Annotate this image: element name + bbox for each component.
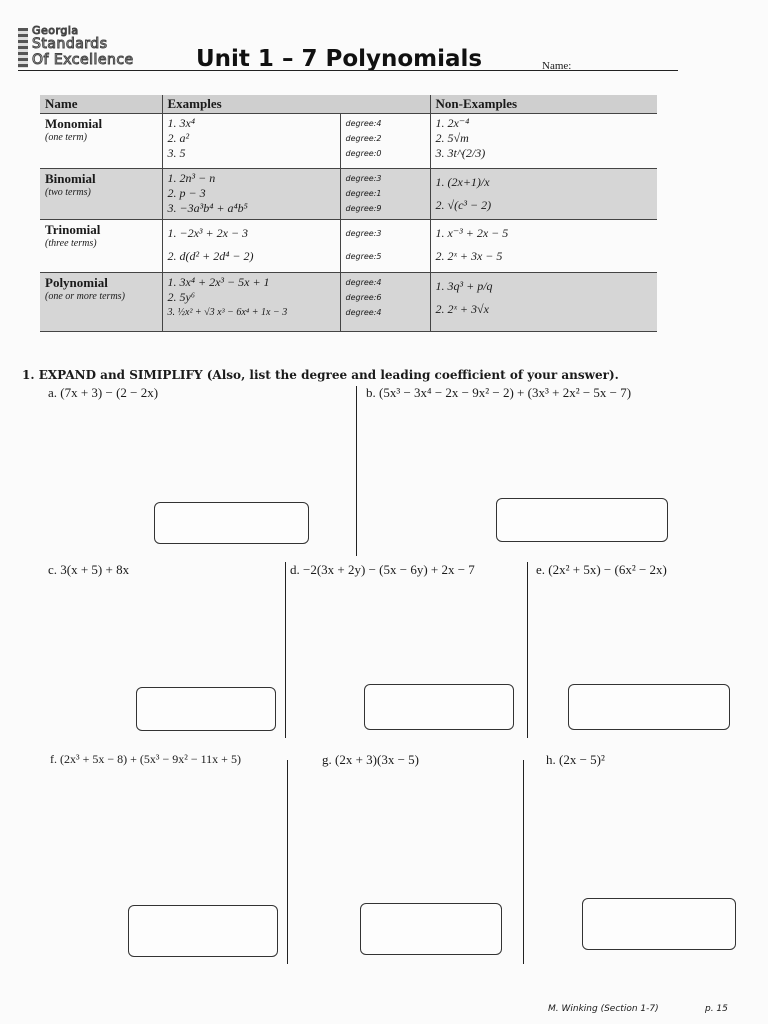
degree-label: degree:4 [345, 119, 382, 128]
degree-label: degree:3 [345, 174, 382, 183]
degree-label: degree:0 [345, 149, 382, 158]
answer-box-e[interactable] [568, 684, 730, 730]
example-item: 1. 2n³ − n [167, 171, 216, 185]
logo-line-1: Georgia [32, 24, 79, 37]
page-title: Unit 1 – 7 Polynomials [196, 46, 483, 72]
problem-f: f. (2x³ + 5x − 8) + (5x³ − 9x² − 11x + 5) [50, 752, 241, 766]
term-name: Binomial [45, 171, 96, 186]
term-subtitle: (one term) [45, 132, 87, 143]
non-example-item: 3. 3t^(2/3) [435, 146, 486, 160]
divider-line [285, 562, 286, 738]
degree-label: degree:3 [345, 229, 382, 238]
term-subtitle: (three terms) [45, 238, 97, 249]
degree-label: degree:1 [345, 189, 382, 198]
degree-label: degree:6 [345, 293, 382, 302]
non-example-item: 1. 2x⁻⁴ [435, 116, 470, 130]
example-item: 2. 5y⁶ [167, 290, 195, 304]
polynomial-types-table [40, 95, 657, 332]
header-examples: Examples [162, 95, 430, 114]
table-row-binomial [40, 169, 657, 220]
term-subtitle: (one or more terms) [45, 291, 125, 302]
header-non-examples: Non-Examples [430, 95, 657, 114]
degree-label: degree:5 [345, 252, 382, 261]
example-item: 2. p − 3 [167, 186, 206, 200]
header-name: Name [40, 95, 162, 114]
problem-b: b. (5x³ − 3x⁴ − 2x − 9x² − 2) + (3x³ + 2x² − 5x − 7) [366, 385, 632, 400]
problem-g: g. (2x + 3)(3x − 5) [322, 752, 419, 767]
answer-box-d[interactable] [364, 684, 514, 730]
divider-line [523, 760, 524, 964]
table-row-polynomial [40, 273, 657, 332]
section-1-heading: 1. EXPAND and SIMIPLIFY (Also, list the degree and leading coefficient of your answer). [22, 368, 619, 382]
degree-label: degree:4 [345, 308, 382, 317]
non-example-item: 2. 2ˣ + 3√x [435, 302, 489, 316]
answer-box-b[interactable] [496, 498, 668, 542]
header-rule [18, 70, 678, 71]
example-item: 3. 5 [167, 146, 186, 160]
footer-page-number: p. 15 [705, 1004, 728, 1014]
non-example-item: 2. 5√m [435, 131, 469, 145]
table-row-trinomial [40, 220, 657, 273]
problem-h: h. (2x − 5)² [546, 752, 605, 767]
logo-line-2: Standards [32, 36, 108, 52]
answer-box-f[interactable] [128, 905, 278, 957]
non-example-item: 1. (2x+1)/x [435, 175, 490, 189]
term-name: Polynomial [45, 275, 108, 290]
non-example-item: 1. 3q³ + p/q [435, 279, 493, 293]
logo-bar-icon [18, 28, 28, 68]
answer-box-h[interactable] [582, 898, 736, 950]
term-name: Trinomial [45, 222, 101, 237]
answer-box-c[interactable] [136, 687, 276, 731]
non-example-item: 2. 2ˣ + 3x − 5 [435, 249, 503, 263]
table-header-row [40, 95, 657, 114]
georgia-standards-logo [18, 24, 158, 70]
example-item: 3. ½x² + √3 x³ − 6x⁴ + 1x − 3 [167, 307, 288, 318]
degree-label: degree:2 [345, 134, 382, 143]
table-row-monomial [40, 114, 657, 169]
example-item: 1. 3x⁴ [167, 116, 195, 130]
example-item: 1. −2x³ + 2x − 3 [167, 226, 249, 240]
divider-line [527, 562, 528, 738]
divider-line [356, 386, 357, 556]
term-name: Monomial [45, 116, 103, 131]
logo-line-3: Of Excellence [32, 52, 134, 68]
name-label: Name: [542, 60, 572, 72]
problem-a: a. (7x + 3) − (2 − 2x) [48, 385, 159, 400]
example-item: 2. d(d² + 2d⁴ − 2) [167, 249, 254, 263]
non-example-item: 2. √(c³ − 2) [435, 198, 492, 212]
divider-line [287, 760, 288, 964]
term-subtitle: (two terms) [45, 187, 91, 198]
example-item: 1. 3x⁴ + 2x³ − 5x + 1 [167, 275, 270, 289]
problem-e: e. (2x² + 5x) − (6x² − 2x) [536, 562, 667, 577]
example-item: 3. −3a³b⁴ + a⁴b⁵ [167, 201, 248, 215]
problem-d: d. −2(3x + 2y) − (5x − 6y) + 2x − 7 [290, 562, 475, 577]
answer-box-g[interactable] [360, 903, 502, 955]
answer-box-a[interactable] [154, 502, 309, 544]
degree-label: degree:9 [345, 204, 382, 213]
example-item: 2. a² [167, 131, 190, 145]
problem-c: c. 3(x + 5) + 8x [48, 562, 130, 577]
footer-author: M. Winking (Section 1-7) [548, 1004, 659, 1014]
non-example-item: 1. x⁻³ + 2x − 5 [435, 226, 509, 240]
degree-label: degree:4 [345, 278, 382, 287]
